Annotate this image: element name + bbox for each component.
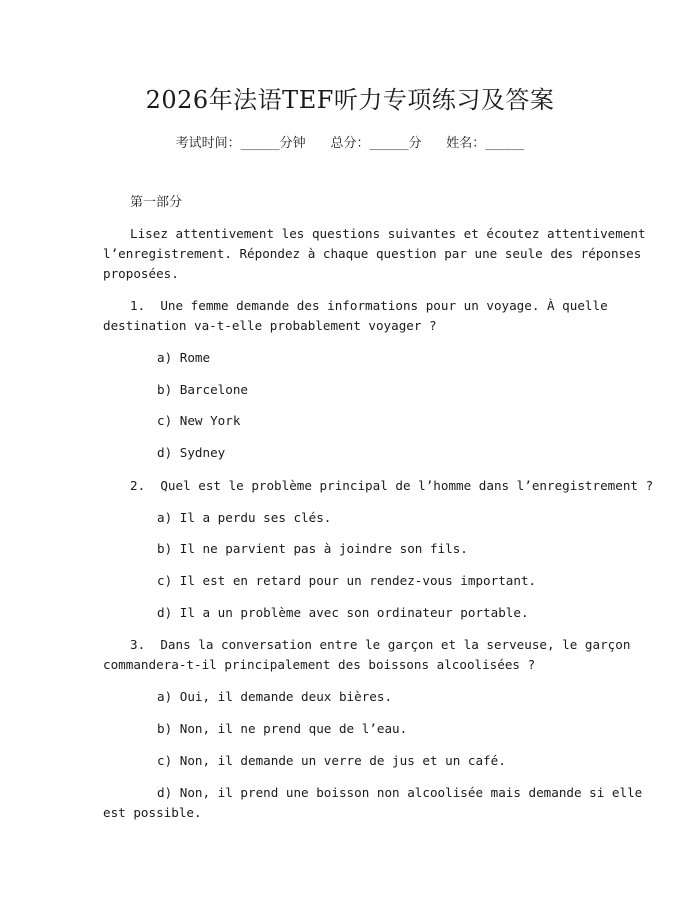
question-3-line-2: commandera-t-il principalement des boissons alcoolisées ?	[103, 657, 536, 672]
instructions-line-1: Lisez attentivement les questions suivantes et écoutez attentivement	[130, 226, 646, 241]
q3-option-b: b) Non, il ne prend que de l’eau.	[157, 721, 408, 736]
q3-option-d: d) Non, il prend une boisson non alcoolisée mais demande si elle	[157, 785, 643, 800]
question-1-line-2: destination va-t-elle probablement voyager ?	[103, 318, 437, 333]
q2-option-d: d) Il a un problème avec son ordinateur portable.	[157, 605, 529, 620]
section-title: 第一部分	[130, 195, 183, 210]
q2-option-a: a) Il a perdu ses clés.	[157, 510, 332, 525]
q1-option-b: b) Barcelone	[157, 382, 248, 397]
document-title: 2026年法语TEF听力专项练习及答案	[145, 86, 555, 114]
instructions-line-3: proposées.	[103, 266, 179, 281]
name-label: 姓名：______	[446, 136, 525, 151]
question-1-line-1: 1. Une femme demande des informations pour un voyage. À quelle	[130, 298, 608, 313]
q2-option-b: b) Il ne parvient pas à joindre son fils.	[157, 541, 468, 556]
q1-option-c: c) New York	[157, 413, 241, 428]
exam-time-label: 考试时间：______分钟	[175, 136, 306, 151]
q1-option-d: d) Sydney	[157, 445, 226, 460]
exam-meta	[0, 132, 700, 151]
total-score-label: 总分：______分	[330, 136, 422, 151]
question-3-line-1: 3. Dans la conversation entre le garçon et la serveuse, le garçon	[130, 637, 631, 652]
question-2-line-1: 2. Quel est le problème principal de l’homme dans l’enregistrement ?	[130, 478, 654, 493]
q2-option-c: c) Il est en retard pour un rendez-vous important.	[157, 573, 537, 588]
q3-option-c: c) Non, il demande un verre de jus et un café.	[157, 753, 506, 768]
q1-option-a: a) Rome	[157, 350, 211, 365]
q3-option-a: a) Oui, il demande deux bières.	[157, 689, 393, 704]
q3-option-d-continued: est possible.	[103, 805, 202, 820]
instructions-line-2: l’enregistrement. Répondez à chaque question par une seule des réponses	[103, 246, 642, 261]
